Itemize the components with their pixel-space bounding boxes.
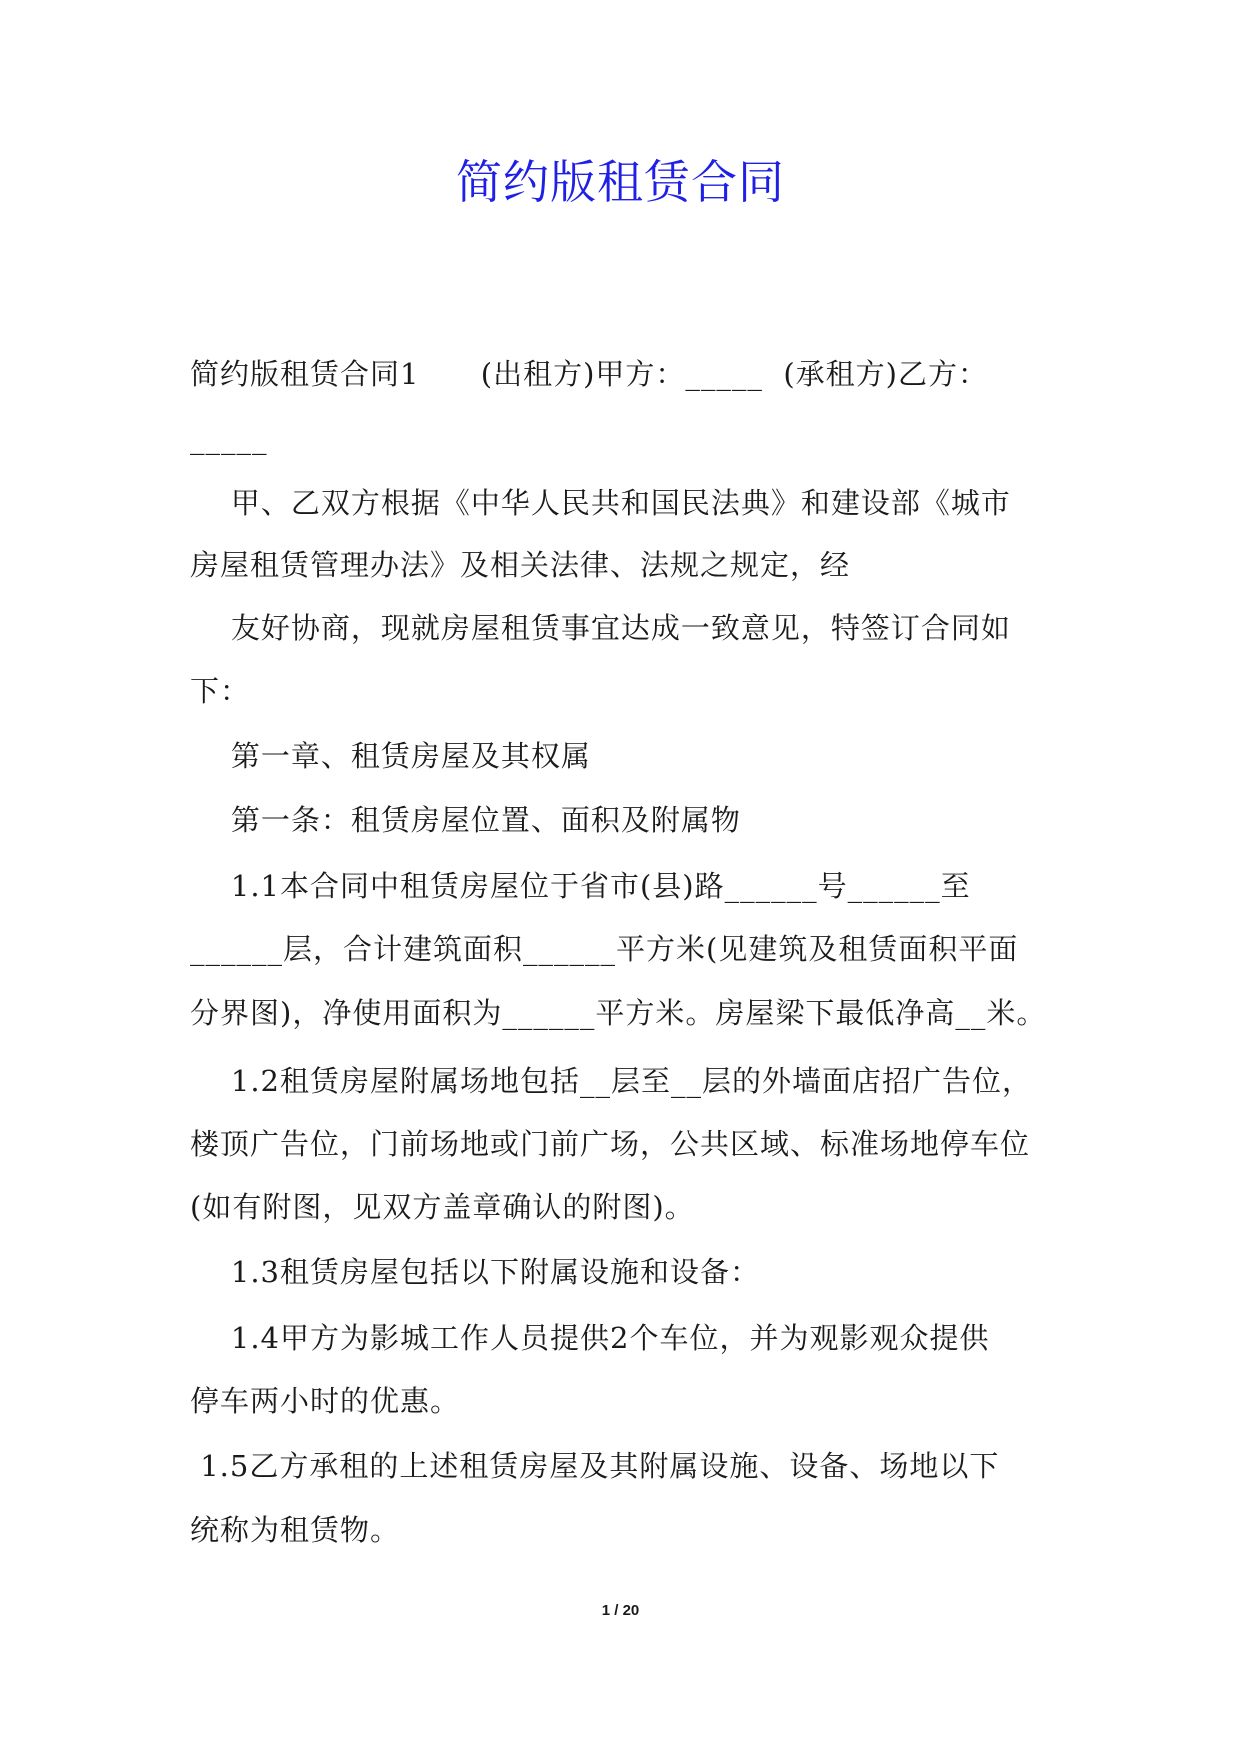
body-line: 房屋租赁管理办法》及相关法律、法规之规定，经 xyxy=(190,548,851,582)
body-line: 甲、乙双方根据《中华人民共和国民法典》和建设部《城市 xyxy=(190,486,1011,520)
body-line: 分界图)，净使用面积为______平方米。房屋梁下最低净高__米。 xyxy=(190,996,1047,1030)
body-line: 简约版租赁合同1 (出租方)甲方：_____ (承租方)乙方： xyxy=(190,357,988,391)
page-number: 1 / 20 xyxy=(601,1602,640,1619)
body-line: 下： xyxy=(190,674,251,708)
body-line: 友好协商，现就房屋租赁事宜达成一致意见，特签订合同如 xyxy=(190,611,1011,645)
body-line: 停车两小时的优惠。 xyxy=(190,1384,461,1418)
body-line: 第一章、租赁房屋及其权属 xyxy=(190,739,591,773)
body-line: 1.5乙方承租的上述租赁房屋及其附属设施、设备、场地以下 xyxy=(190,1449,1000,1483)
body-line: 第一条：租赁房屋位置、面积及附属物 xyxy=(190,803,741,837)
body-line: (如有附图，见双方盖章确认的附图)。 xyxy=(190,1190,695,1224)
document-title: 简约版租赁合同 xyxy=(456,155,785,209)
body-line: _____ xyxy=(190,421,268,455)
body-line: 楼顶广告位，门前场地或门前广场，公共区域、标准场地停车位 xyxy=(190,1127,1031,1161)
body-line: 1.2租赁房屋附属场地包括__层至__层的外墙面店招广告位， xyxy=(190,1064,1032,1098)
body-line: ______层，合计建筑面积______平方米(见建筑及租赁面积平面 xyxy=(190,932,1019,966)
body-line: 统称为租赁物。 xyxy=(190,1513,401,1547)
body-line: 1.3租赁房屋包括以下附属设施和设备： xyxy=(190,1255,760,1289)
body-line: 1.4甲方为影城工作人员提供2个车位，并为观影观众提供 xyxy=(190,1321,990,1355)
body-line: 1.1本合同中租赁房屋位于省市(县)路______号______至 xyxy=(190,869,971,903)
